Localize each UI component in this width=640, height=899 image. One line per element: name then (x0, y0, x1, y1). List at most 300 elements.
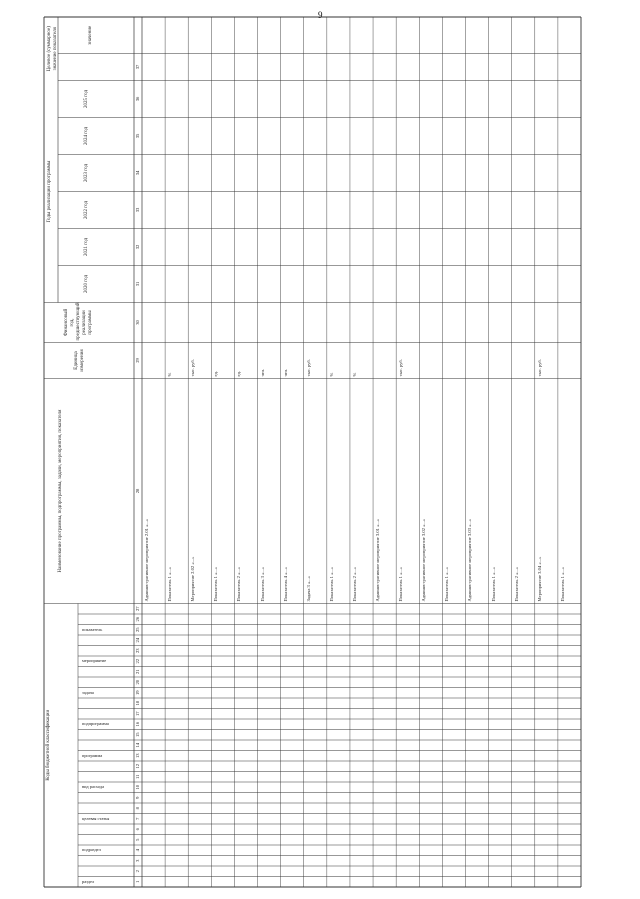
column-number-26: 26 (135, 616, 140, 622)
code-cell (329, 699, 349, 729)
row-year-value-1 (514, 231, 534, 264)
row-target-value (352, 19, 372, 52)
code-cell (352, 825, 372, 855)
target-value-header: значение (88, 25, 93, 45)
row-year-value-3 (352, 157, 372, 190)
column-number-33: 33 (135, 207, 140, 213)
code-cell (444, 605, 464, 635)
row-target-value (514, 19, 534, 52)
row-year-value-1 (329, 231, 349, 264)
column-number-31: 31 (135, 281, 140, 287)
row-target-value (190, 19, 210, 52)
code-cell (167, 668, 187, 698)
column-number-9: 9 (135, 796, 140, 799)
row-base-value (236, 305, 256, 341)
code-cell (190, 668, 210, 698)
column-number-10: 10 (135, 784, 140, 790)
row-year-value-3 (560, 157, 580, 190)
code-cell (514, 668, 534, 698)
row-year-value-3 (190, 157, 210, 190)
row-year-value-1 (444, 231, 464, 264)
row-base-value (421, 305, 441, 341)
code-cell (190, 825, 210, 855)
code-cell (421, 605, 441, 635)
row-year-value-5 (560, 83, 580, 116)
code-cell (514, 857, 534, 887)
column-number-4: 4 (135, 849, 140, 852)
row-year-value-2 (444, 194, 464, 227)
code-cell (537, 731, 557, 761)
code-subheader-8: показатель (82, 627, 103, 632)
page-number: 9 (318, 10, 323, 20)
row-unit: тыс. руб. (536, 359, 542, 377)
row-base-value (560, 305, 580, 341)
row-unit: чел. (259, 368, 265, 377)
row-year-value-0 (144, 268, 164, 301)
year-header-4: 2024 год (84, 126, 89, 146)
code-cell (444, 731, 464, 761)
column-number-28: 28 (135, 488, 140, 494)
row-year-value-4 (467, 120, 487, 153)
program-table (44, 17, 581, 887)
row-target-value (260, 19, 280, 52)
column-number-23: 23 (135, 648, 140, 654)
column-number-30: 30 (135, 320, 140, 325)
row-name: Административное мероприятие 3.01 «...» (375, 518, 381, 602)
code-cell (283, 636, 303, 666)
row-year-value-2 (283, 194, 303, 227)
row-year-value-0 (190, 268, 210, 301)
code-cell (491, 636, 511, 666)
row-year-value-0 (306, 268, 326, 301)
row-name: Административное мероприятие 3.03 «...» (467, 518, 473, 602)
code-cell (398, 825, 418, 855)
code-cell (467, 668, 487, 698)
code-cell (444, 636, 464, 666)
row-target-value (537, 19, 557, 52)
code-cell (514, 699, 534, 729)
row-target-value (467, 19, 487, 52)
code-cell (421, 857, 441, 887)
code-cell (236, 857, 256, 887)
code-cell (467, 699, 487, 729)
row-year-value-2 (306, 194, 326, 227)
code-cell (306, 636, 326, 666)
code-cell (537, 762, 557, 792)
row-target-value (213, 19, 233, 52)
code-cell (375, 731, 395, 761)
row-year-value-5 (537, 83, 557, 116)
code-cell (491, 762, 511, 792)
code-cell (329, 825, 349, 855)
row-name: Показатель 1 «...» (490, 566, 496, 602)
column-number-25: 25 (135, 627, 140, 633)
code-cell (260, 605, 280, 635)
code-cell (167, 731, 187, 761)
unit-header: Единица измерения (74, 349, 85, 372)
code-cell (421, 794, 441, 824)
year-header-5: 2025 год (84, 89, 89, 109)
column-number-6: 6 (135, 828, 140, 831)
year-header-0: 2020 год (84, 274, 89, 294)
code-cell (514, 636, 534, 666)
column-number-32: 32 (135, 244, 140, 250)
code-cell (421, 825, 441, 855)
code-cell (421, 699, 441, 729)
code-cell (491, 605, 511, 635)
code-cell (537, 668, 557, 698)
code-cell (352, 857, 372, 887)
row-year-value-2 (421, 194, 441, 227)
code-cell (398, 605, 418, 635)
code-cell (144, 857, 164, 887)
row-year-value-3 (537, 157, 557, 190)
code-cell (444, 762, 464, 792)
code-cell (306, 605, 326, 635)
row-year-value-4 (560, 120, 580, 153)
code-cell (167, 857, 187, 887)
code-cell (491, 731, 511, 761)
code-subheader-0: раздел (82, 879, 95, 884)
row-base-value (398, 305, 418, 341)
column-number-18: 18 (135, 700, 140, 706)
code-cell (352, 605, 372, 635)
row-year-value-5 (467, 83, 487, 116)
code-cell (398, 731, 418, 761)
code-cell (236, 668, 256, 698)
row-name: Показатель 1 «...» (398, 566, 404, 602)
code-cell (537, 636, 557, 666)
code-cell (306, 668, 326, 698)
code-cell (375, 605, 395, 635)
row-unit: % (167, 372, 173, 377)
code-cell (144, 699, 164, 729)
code-cell (260, 636, 280, 666)
row-unit (560, 345, 580, 377)
row-name: Показатель 4 «...» (282, 566, 288, 602)
code-cell (398, 699, 418, 729)
code-cell (306, 731, 326, 761)
row-year-value-4 (144, 120, 164, 153)
row-year-value-1 (144, 231, 164, 264)
code-cell (352, 636, 372, 666)
row-year-value-3 (283, 157, 303, 190)
code-cell (352, 762, 372, 792)
code-cell (329, 857, 349, 887)
code-cell (144, 794, 164, 824)
name-header: Наименование программы, подпрограммы, задачи, мероприятия, показателя (58, 409, 63, 573)
code-cell (375, 668, 395, 698)
code-subheader-5: подпрограмма (82, 721, 109, 727)
row-target-value (283, 19, 303, 52)
code-cell (144, 636, 164, 666)
code-cell (491, 668, 511, 698)
row-name: Показатель 1 «...» (167, 566, 173, 602)
row-year-value-1 (190, 231, 210, 264)
row-year-value-0 (283, 268, 303, 301)
row-year-value-5 (329, 83, 349, 116)
column-number-21: 21 (135, 669, 140, 675)
code-cell (375, 699, 395, 729)
code-cell (283, 794, 303, 824)
row-unit: тыс. руб. (190, 359, 196, 377)
row-year-value-1 (213, 231, 233, 264)
code-cell (283, 699, 303, 729)
row-year-value-2 (260, 194, 280, 227)
code-subheader-1: подраздел (82, 847, 101, 853)
column-number-16: 16 (135, 721, 140, 727)
code-cell (537, 794, 557, 824)
code-cell (329, 668, 349, 698)
row-year-value-0 (260, 268, 280, 301)
row-year-value-2 (514, 194, 534, 227)
row-year-value-2 (537, 194, 557, 227)
code-cell (306, 825, 326, 855)
row-year-value-1 (283, 231, 303, 264)
code-cell (444, 794, 464, 824)
row-unit: ед. (213, 371, 219, 377)
code-cell (260, 731, 280, 761)
row-year-value-4 (514, 120, 534, 153)
row-year-value-3 (167, 157, 187, 190)
code-cell (236, 605, 256, 635)
code-cell (236, 794, 256, 824)
code-cell (236, 731, 256, 761)
code-cell (537, 699, 557, 729)
row-year-value-5 (491, 83, 511, 116)
code-cell (421, 762, 441, 792)
code-cell (491, 794, 511, 824)
row-unit: чел. (282, 368, 288, 377)
row-year-value-4 (283, 120, 303, 153)
row-year-value-1 (236, 231, 256, 264)
row-year-value-4 (329, 120, 349, 153)
row-year-value-3 (444, 157, 464, 190)
row-target-value (329, 19, 349, 52)
row-year-value-5 (444, 83, 464, 116)
row-unit: % (328, 372, 334, 377)
code-cell (467, 636, 487, 666)
code-cell (398, 762, 418, 792)
column-number-5: 5 (135, 838, 140, 841)
year-header-3: 2023 год (84, 163, 89, 183)
row-year-value-2 (375, 194, 395, 227)
code-cell (352, 699, 372, 729)
row-base-value (467, 305, 487, 341)
code-cell (560, 825, 580, 855)
code-cell (190, 857, 210, 887)
row-target-value (144, 19, 164, 52)
row-year-value-4 (213, 120, 233, 153)
code-cell (329, 731, 349, 761)
column-number-35: 35 (135, 133, 140, 139)
code-subheader-3: вид расхода (82, 784, 105, 790)
code-cell (260, 825, 280, 855)
code-cell (560, 731, 580, 761)
row-target-value (421, 19, 441, 52)
code-cell (444, 825, 464, 855)
column-number-13: 13 (135, 753, 140, 759)
column-number-17: 17 (135, 711, 140, 717)
code-cell (375, 794, 395, 824)
row-unit (375, 345, 395, 377)
row-unit (144, 345, 164, 377)
row-base-value (260, 305, 280, 341)
row-year-value-2 (467, 194, 487, 227)
code-subheader-2: целевая статья (82, 816, 110, 821)
code-cell (398, 794, 418, 824)
column-number-7: 7 (135, 817, 140, 820)
code-cell (491, 857, 511, 887)
row-name: Мероприятие 3.04 «...» (536, 556, 542, 602)
row-year-value-5 (260, 83, 280, 116)
code-cell (491, 699, 511, 729)
row-unit (421, 345, 441, 377)
code-cell (375, 857, 395, 887)
row-name: Показатель 2 «...» (513, 566, 519, 602)
row-year-value-0 (236, 268, 256, 301)
row-year-value-1 (537, 231, 557, 264)
row-year-value-5 (213, 83, 233, 116)
row-year-value-2 (144, 194, 164, 227)
row-year-value-3 (467, 157, 487, 190)
row-unit: ед. (236, 371, 242, 377)
code-cell (514, 794, 534, 824)
code-cell (514, 825, 534, 855)
code-cell (213, 731, 233, 761)
row-base-value (514, 305, 534, 341)
code-cell (421, 636, 441, 666)
row-base-value (306, 305, 326, 341)
row-year-value-0 (352, 268, 372, 301)
row-year-value-0 (514, 268, 534, 301)
code-cell (352, 794, 372, 824)
row-year-value-0 (398, 268, 418, 301)
code-cell (560, 857, 580, 887)
code-cell (329, 794, 349, 824)
code-cell (444, 857, 464, 887)
row-year-value-4 (444, 120, 464, 153)
row-year-value-3 (398, 157, 418, 190)
code-cell (306, 762, 326, 792)
code-cell (329, 605, 349, 635)
column-number-19: 19 (135, 690, 140, 696)
row-year-value-5 (167, 83, 187, 116)
row-year-value-2 (190, 194, 210, 227)
code-cell (306, 794, 326, 824)
row-name: Показатель 1 «...» (328, 566, 334, 602)
row-year-value-0 (537, 268, 557, 301)
column-number-37: 37 (135, 64, 140, 70)
row-year-value-5 (190, 83, 210, 116)
code-cell (213, 605, 233, 635)
code-cell (421, 668, 441, 698)
code-cell (213, 699, 233, 729)
row-year-value-4 (537, 120, 557, 153)
code-cell (375, 825, 395, 855)
row-unit (467, 345, 487, 377)
code-cell (283, 825, 303, 855)
row-year-value-1 (167, 231, 187, 264)
code-cell (514, 762, 534, 792)
code-cell (260, 699, 280, 729)
code-cell (213, 825, 233, 855)
row-year-value-4 (167, 120, 187, 153)
row-year-value-1 (352, 231, 372, 264)
column-number-2: 2 (135, 870, 140, 873)
row-year-value-5 (236, 83, 256, 116)
code-cell (467, 605, 487, 635)
row-year-value-4 (421, 120, 441, 153)
code-cell (467, 794, 487, 824)
row-year-value-0 (444, 268, 464, 301)
code-cell (398, 857, 418, 887)
code-cell (560, 762, 580, 792)
row-year-value-5 (283, 83, 303, 116)
code-cell (190, 762, 210, 792)
code-cell (283, 857, 303, 887)
year-header-2: 2022 год (84, 200, 89, 220)
code-cell (421, 731, 441, 761)
row-year-value-3 (236, 157, 256, 190)
row-year-value-0 (560, 268, 580, 301)
row-year-value-4 (236, 120, 256, 153)
row-year-value-4 (260, 120, 280, 153)
code-cell (375, 762, 395, 792)
column-number-27: 27 (135, 606, 140, 612)
code-cell (514, 731, 534, 761)
row-year-value-0 (167, 268, 187, 301)
row-target-value (444, 19, 464, 52)
row-year-value-0 (421, 268, 441, 301)
code-cell (398, 636, 418, 666)
row-year-value-2 (560, 194, 580, 227)
code-cell (236, 636, 256, 666)
row-year-value-0 (213, 268, 233, 301)
row-year-value-3 (514, 157, 534, 190)
years-header: Годы реализации программы (47, 160, 52, 223)
code-cell (213, 857, 233, 887)
code-cell (352, 668, 372, 698)
code-subheader-7: мероприятие (82, 658, 107, 664)
column-number-15: 15 (135, 732, 140, 738)
row-target-value (306, 19, 326, 52)
code-cell (537, 605, 557, 635)
code-cell (467, 857, 487, 887)
code-cell (167, 605, 187, 635)
row-base-value (444, 305, 464, 341)
row-year-value-1 (306, 231, 326, 264)
row-unit (444, 345, 464, 377)
row-year-value-4 (306, 120, 326, 153)
row-base-value (537, 305, 557, 341)
row-base-value (375, 305, 395, 341)
row-base-value (491, 305, 511, 341)
row-year-value-5 (514, 83, 534, 116)
row-year-value-4 (190, 120, 210, 153)
code-cell (375, 636, 395, 666)
code-cell (190, 636, 210, 666)
row-unit (514, 345, 534, 377)
code-cell (444, 699, 464, 729)
code-cell (167, 825, 187, 855)
row-year-value-5 (144, 83, 164, 116)
row-year-value-5 (375, 83, 395, 116)
row-name: Показатель 2 «...» (236, 566, 242, 602)
row-year-value-3 (491, 157, 511, 190)
row-year-value-2 (352, 194, 372, 227)
code-cell (190, 699, 210, 729)
